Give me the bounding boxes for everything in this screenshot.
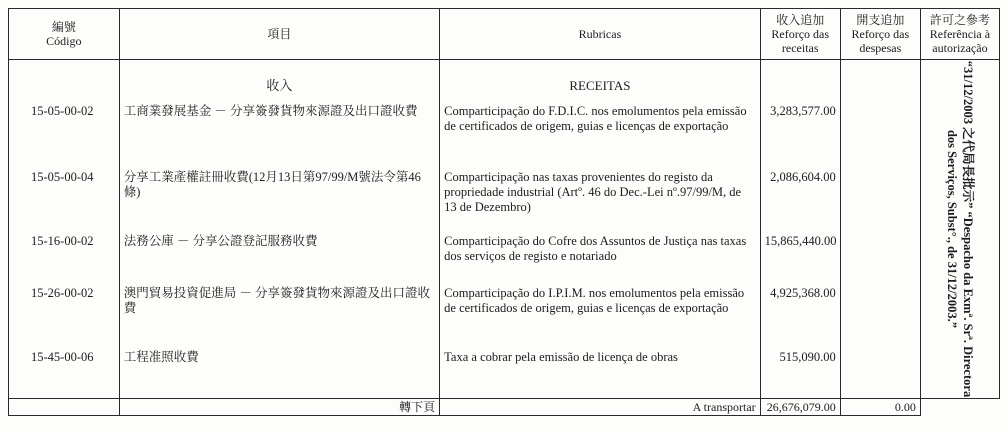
reference-note: “31/12/2003 之代局長批示” “Despacho da Exmª. Srª. Directora dos Serviços, Subst°., de 31/12/2003.” [944, 60, 975, 398]
carry-label-pt: A transportar [440, 399, 760, 416]
header-expense: 開支追加 Reforço das despesas [840, 9, 920, 60]
table-row [9, 100, 1000, 166]
row-revenue: 2,086,604.00 [760, 166, 840, 230]
header-revenue: 收入追加 Reforço das receitas [760, 9, 840, 60]
row-rubric: Comparticipação do Cofre dos Assuntos de Justiça nas taxas dos serviços de registo e notariado [440, 230, 760, 282]
section-title-zh: 收入 [119, 70, 439, 100]
table-row [9, 282, 1000, 346]
row-item: 工商業發展基金 － 分享簽發貨物來源證及出口證收費 [119, 100, 439, 166]
row-revenue: 4,925,368.00 [760, 282, 840, 346]
row-rubric: Taxa a cobrar pela emissão de licença de obras [440, 346, 760, 399]
carry-label-zh: 轉下頁 [119, 399, 439, 416]
row-code: 15-16-00-02 [9, 230, 120, 282]
budget-table [8, 8, 1000, 416]
row-revenue: 3,283,577.00 [760, 100, 840, 166]
carry-forward-row [9, 399, 1000, 416]
footer-empty [9, 399, 120, 416]
table-row [9, 166, 1000, 230]
row-rubric: Comparticipação do F.D.I.C. nos emolumentos pela emissão de certificados de origem, guias e licenças de exportação [440, 100, 760, 166]
total-expense: 0.00 [840, 399, 920, 416]
row-expense [840, 166, 920, 230]
row-code: 15-05-00-04 [9, 166, 120, 230]
row-code: 15-05-00-02 [9, 100, 120, 166]
row-rubric: Comparticipação nas taxas provenientes do registo da propriedade industrial (Artº. 46 do Dec.-Lei nº.97/99/M, de 13 de Dezembro) [440, 166, 760, 230]
row-expense [840, 100, 920, 166]
table-row [9, 346, 1000, 399]
table-row [9, 230, 1000, 282]
row-expense [840, 282, 920, 346]
section-title-pt: RECEITAS [440, 70, 760, 100]
header-code: 編號 Código [9, 9, 120, 60]
row-rubric: Comparticipação do I.P.I.M. nos emolumentos pela emissão de certificados de origem, guias e licenças de exportação [440, 282, 760, 346]
table-header-row [9, 9, 1000, 60]
row-code: 15-26-00-02 [9, 282, 120, 346]
row-revenue: 15,865,440.00 [760, 230, 840, 282]
row-item: 工程准照收費 [119, 346, 439, 399]
row-expense [840, 346, 920, 399]
row-code: 15-45-00-06 [9, 346, 120, 399]
row-item: 澳門貿易投資促進局 － 分享簽發貨物來源證及出口證收費 [119, 282, 439, 346]
row-item: 法務公庫 － 分享公證登記服務收費 [119, 230, 439, 282]
header-rubric: Rubricas [440, 9, 760, 60]
section-row [9, 70, 1000, 100]
header-reference: 許可之參考 Referência à autorização [920, 9, 999, 60]
reference-cell [920, 60, 999, 399]
row-revenue: 515,090.00 [760, 346, 840, 399]
row-expense [840, 230, 920, 282]
row-item: 分享工業產權註冊收費(12月13日第97/99/M號法令第46條) [119, 166, 439, 230]
header-item: 項目 [119, 9, 439, 60]
total-revenue: 26,676,079.00 [760, 399, 840, 416]
